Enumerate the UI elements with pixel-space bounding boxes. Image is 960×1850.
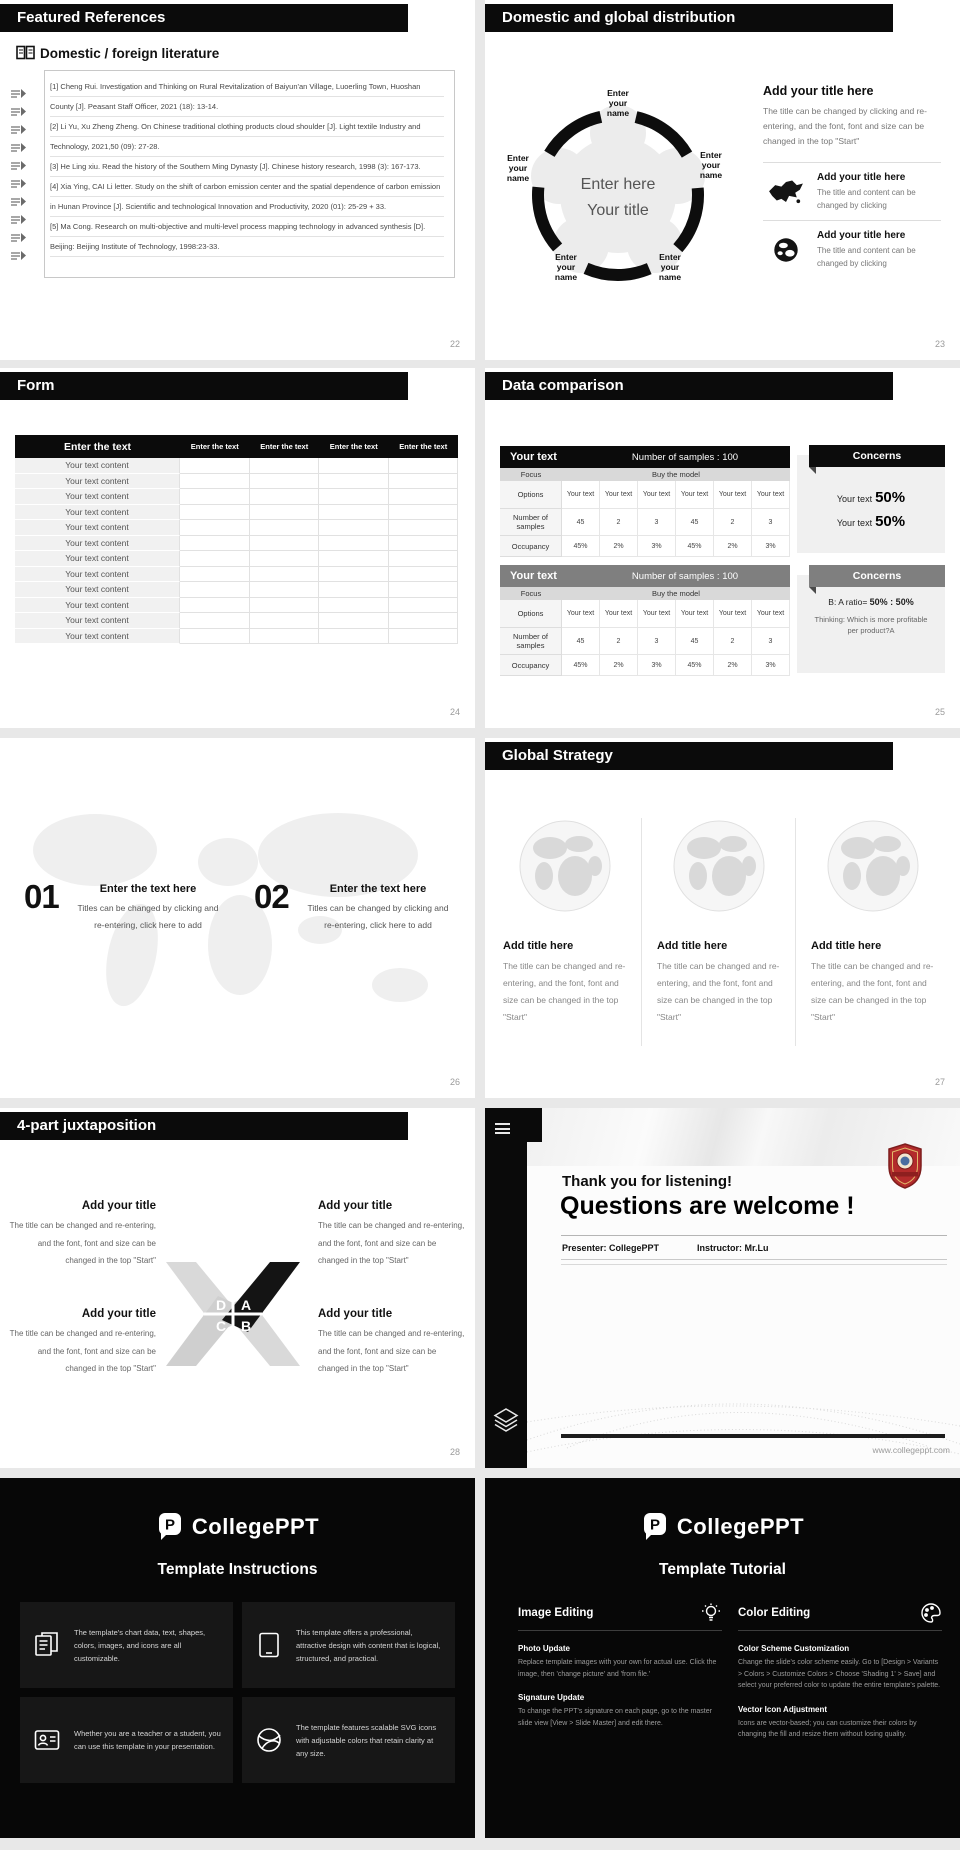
- point-number: 01: [24, 878, 59, 915]
- table-cell: 3%: [752, 536, 790, 557]
- document-icon: [10, 178, 27, 189]
- table-cell: 45%: [562, 655, 600, 676]
- table-cell: [180, 551, 250, 567]
- table-cell: [250, 536, 320, 552]
- table-cell: Your text: [562, 600, 600, 628]
- table-cell: Your text content: [15, 458, 180, 474]
- table-header-cell: Enter the text: [190, 442, 239, 451]
- china-map-icon: [763, 177, 809, 207]
- reference-item: [1] Cheng Rui. Investigation and Thinking on Rural Revitalization of Baiyun'an Village, Luoerling Town, Huoshan County [J]. Peasant Staff Officer, 2021 (18): 13-14.: [50, 77, 444, 117]
- concerns-panel-1: Your text 50% Your text 50% Concerns: [797, 445, 945, 553]
- document-icon: [10, 250, 27, 261]
- closing-line-2: Questions are welcome !: [560, 1192, 855, 1220]
- globe-icon: [671, 818, 767, 914]
- table-row: [15, 582, 458, 598]
- feature-box: The template features scalable SVG icons with adjustable colors that retain clarity at any size.: [242, 1697, 455, 1783]
- table-row: [15, 567, 458, 583]
- table-cell: Your text content: [15, 520, 180, 536]
- reference-list-box: [44, 70, 455, 278]
- table-cell: Your text: [600, 481, 638, 509]
- svg-text:A: A: [240, 1297, 252, 1313]
- diagram-node-label: Enter your name: [658, 252, 682, 282]
- table-cell: [250, 567, 320, 583]
- table-cell: [389, 629, 459, 645]
- table-cell: [250, 613, 320, 629]
- page-number: 24: [449, 707, 460, 717]
- table-header-cell: Enter the text: [63, 440, 132, 453]
- table-cell: 45: [676, 509, 714, 536]
- table-cell: [389, 598, 459, 614]
- wireframe-mesh-decoration: [527, 1348, 960, 1458]
- panel-title: Concerns: [809, 565, 945, 587]
- table-cell: [180, 520, 250, 536]
- table-cell: 3: [752, 509, 790, 536]
- reference-item: [2] Li Yu, Xu Zheng Zheng. On Chinese traditional clothing products cloud shoulder [J]. Light textile Industry and Technology, 2021,50 (09): 27-28.: [50, 117, 444, 157]
- table-header-cell: Enter the text: [399, 442, 448, 451]
- divider: [561, 1264, 947, 1265]
- table-header-cell: Enter the text: [329, 442, 378, 451]
- svg-text:P: P: [649, 1516, 660, 1534]
- slide-title-bar: Domestic and global distribution: [485, 4, 893, 32]
- table-cell: [250, 629, 320, 645]
- content-heading: Add your title here: [763, 84, 874, 98]
- table-cell: 45: [562, 509, 600, 536]
- table-row: [15, 551, 458, 567]
- table-cell: 3: [752, 628, 790, 655]
- table-cell: [389, 520, 459, 536]
- divider: [561, 1259, 947, 1260]
- closing-line-1: Thank you for listening!: [562, 1173, 733, 1190]
- table-row: [15, 505, 458, 521]
- table-title: Your text: [510, 570, 557, 582]
- comparison-table-1: Your text Number of samples : 100 Focus Buy the model Options Your text Your text Your text Your text Your text Your text Number of samples 45 2 3 45 2 3 Occupancy 45% 2% 3% 45% 2% 3%: [500, 446, 790, 557]
- table-cell: [250, 458, 320, 474]
- point-number: 02: [254, 878, 289, 915]
- table-cell: [250, 474, 320, 490]
- table-row: [15, 613, 458, 629]
- margin-icon-column: [10, 88, 27, 261]
- table-cell: Your text content: [15, 551, 180, 567]
- document-icon: [10, 214, 27, 225]
- table-cell: Your text: [562, 481, 600, 509]
- table-cell: [250, 505, 320, 521]
- table-cell: [250, 582, 320, 598]
- table-cell: 3%: [752, 655, 790, 676]
- table-cell: [319, 505, 389, 521]
- table-cell: Your text: [714, 600, 752, 628]
- footer-accent-bar: [561, 1434, 945, 1438]
- table-cell: [180, 489, 250, 505]
- table-cell: 2: [714, 509, 752, 536]
- table-cell: 3: [638, 628, 676, 655]
- list-item: Add your title here The title and content can be changed by clicking: [763, 220, 941, 278]
- reference-item: [3] He Ling xiu. Read the history of the Southern Ming Dynasty [J]. Chinese history research, 1998 (3): 167-173.: [50, 157, 444, 177]
- table-cell: Your text content: [15, 629, 180, 645]
- slide-global-business[interactable]: [0, 738, 475, 1098]
- slide-title-bar: Form: [0, 372, 408, 400]
- table-cell: Your text content: [15, 613, 180, 629]
- document-icon: [10, 142, 27, 153]
- table-cell: Your text content: [15, 505, 180, 521]
- table-cell: [180, 567, 250, 583]
- table-header-cell: Enter the text: [260, 442, 309, 451]
- table-row: [15, 520, 458, 536]
- table-cell: [180, 629, 250, 645]
- table-subtitle: Number of samples : 100: [631, 451, 739, 463]
- table-row: [15, 629, 458, 645]
- world-map-background: [0, 770, 475, 1098]
- dark-slide-title: Template Instructions: [157, 1561, 318, 1578]
- table-cell: [180, 536, 250, 552]
- concerns-panel-2: B: A ratio= 50% : 50% Thinking: Which is more profitable per product?A Concerns: [797, 565, 945, 673]
- slide-template-instructions[interactable]: [0, 1478, 475, 1838]
- table-cell: [319, 520, 389, 536]
- table-cell: Your text: [638, 481, 676, 509]
- diagram-node-label: Enter your name: [606, 88, 630, 118]
- table-cell: Your text: [676, 600, 714, 628]
- document-icon: [10, 196, 27, 207]
- table-cell: 2%: [600, 655, 638, 676]
- lightbulb-icon: [700, 1602, 722, 1624]
- page-number: 26: [449, 1077, 460, 1087]
- table-cell: Your text: [600, 600, 638, 628]
- feature-box: The template's chart data, text, shapes, colors, images, and icons are all customizable.: [20, 1602, 233, 1688]
- document-icon: [10, 88, 27, 99]
- tutorial-column-color-editing: Color Editing Color Scheme Customization Change the slide's color scheme easily. Go to [Design > Variants > Colors > Customize Colors > Choose 'Shading 1' > Save] and select your preferred color to update the entire template's palette. Vector Icon Adjustment Icons are vector-based; you can customize their colors by changing the fill and resize them without losing quality.: [738, 1602, 942, 1741]
- table-cell: [180, 458, 250, 474]
- table-cell: Your text: [638, 600, 676, 628]
- panel-title: Concerns: [809, 445, 945, 467]
- svg-text:B: B: [240, 1318, 252, 1334]
- table-cell: [389, 536, 459, 552]
- table-cell: [180, 505, 250, 521]
- svg-text:C: C: [215, 1318, 227, 1334]
- globe-icon: [825, 818, 921, 914]
- table-cell: [389, 567, 459, 583]
- table-cell: [319, 598, 389, 614]
- page-number: 28: [449, 1447, 460, 1457]
- table-cell: [319, 536, 389, 552]
- table-cell: [389, 551, 459, 567]
- slide-title-bar: Global Strategy: [485, 742, 893, 770]
- hamburger-icon: [495, 1123, 510, 1137]
- table-cell: [319, 489, 389, 505]
- presenter-label: Presenter: CollegePPT: [562, 1243, 660, 1253]
- table-cell: 45%: [562, 536, 600, 557]
- slide-featured-references[interactable]: [0, 0, 475, 360]
- table-cell: [319, 458, 389, 474]
- table-cell: 45: [562, 628, 600, 655]
- table-cell: [389, 458, 459, 474]
- table-cell: [389, 613, 459, 629]
- diagram-node-label: Enter your name: [554, 252, 578, 282]
- data-table: [15, 435, 458, 644]
- table-row: [15, 598, 458, 614]
- table-subtitle: Number of samples : 100: [631, 570, 739, 582]
- slide-title-bar: Data comparison: [485, 372, 893, 400]
- reference-item: [4] Xia Ying, CAI Li letter. Study on the shift of carbon emission center and the spatial dependence of carbon emission in Hunan Province [J]. Scientific and technological Innovation and Productivity, 2020 (01): 25-29 + 33.: [50, 177, 444, 217]
- slide-data-comparison[interactable]: [485, 368, 960, 728]
- x-ribbon-diagram: [160, 1258, 306, 1370]
- table-cell: [180, 474, 250, 490]
- table-cell: 45%: [676, 536, 714, 557]
- table-cell: [319, 567, 389, 583]
- table-row: [15, 489, 458, 505]
- slide-closing[interactable]: [485, 1108, 960, 1468]
- slide-global-strategy[interactable]: [485, 738, 960, 1098]
- comparison-table-2: Your text Number of samples : 100 Focus Buy the model Options Your text Your text Your text Your text Your text Your text Number of samples 45 2 3 45 2 3 Occupancy 45% 2% 3% 45% 2% 3%: [500, 565, 790, 676]
- divider: [561, 1235, 947, 1236]
- reference-item: [5] Ma Cong. Research on multi-objective and multi-level process mapping technology in advanced synthesis [D]. Beijing: Beijing Institute of Technology, 1998:23-33.: [50, 217, 444, 257]
- table-cell: [389, 505, 459, 521]
- person-card-icon: [20, 1726, 74, 1754]
- feature-box: Whether you are a teacher or a student, you can use this template in your presentation.: [20, 1697, 233, 1783]
- slide-template-tutorial[interactable]: [485, 1478, 960, 1838]
- globe-icon: [517, 818, 613, 914]
- numbered-point: 01 Enter the text here Titles can be changed by clicking and re-entering, click here to add: [24, 878, 219, 930]
- diagram-node-label: Enter your name: [699, 150, 723, 180]
- slide-juxtaposition[interactable]: [0, 1108, 475, 1468]
- tutorial-column-image-editing: Image Editing Photo Update Replace template images with your own for actual use. Click the image, then 'change picture' and 'from file.' Signature Update To change the PPT's signature on each page, go to the master slide view [View > Slide Master] and edit there.: [518, 1602, 722, 1729]
- table-cell: [319, 582, 389, 598]
- table-cell: Your text: [676, 481, 714, 509]
- feature-box: This template offers a professional, attractive design with content that is logical, structured, and practical.: [242, 1602, 455, 1688]
- layers-icon: [492, 1406, 520, 1434]
- table-cell: 2: [600, 509, 638, 536]
- slide-distribution[interactable]: [485, 0, 960, 360]
- table-cell: Your text content: [15, 567, 180, 583]
- table-cell: [250, 551, 320, 567]
- table-cell: 2: [714, 628, 752, 655]
- content-block: Add your title The title can be changed and re-entering, and the font, font and size can be changed in the top "Start": [9, 1200, 156, 1265]
- table-cell: 3%: [638, 655, 676, 676]
- table-cell: 45%: [676, 655, 714, 676]
- page-number: 22: [449, 339, 460, 349]
- table-cell: [250, 520, 320, 536]
- diagram-center-title: Enter here Your title: [580, 176, 656, 219]
- table-cell: Your text content: [15, 582, 180, 598]
- table-cell: Your text content: [15, 536, 180, 552]
- table-cell: Your text: [752, 481, 790, 509]
- slide-title-bar: 4-part juxtaposition: [0, 1112, 408, 1140]
- diagram-node-label: Enter your name: [506, 153, 530, 183]
- document-icon: [10, 124, 27, 135]
- list-item: Add your title here The title and content can be changed by clicking: [763, 162, 941, 220]
- collegeppt-logo-icon: [641, 1512, 668, 1541]
- table-cell: [389, 489, 459, 505]
- document-icon: [10, 232, 27, 243]
- brand-name: CollegePPT: [676, 1513, 805, 1539]
- section-heading: Domestic / foreign literature: [40, 46, 220, 61]
- table-cell: [180, 598, 250, 614]
- page-number: 25: [934, 707, 945, 717]
- table-cell: [319, 613, 389, 629]
- strategy-column: Add title here The title can be changed and re-entering, and the font, font and size can be changed in the top "Start": [503, 818, 627, 1026]
- document-icon: [10, 106, 27, 117]
- table-cell: [389, 582, 459, 598]
- palette-icon: [920, 1602, 942, 1624]
- table-cell: 45: [676, 628, 714, 655]
- document-icon: [10, 160, 27, 171]
- table-cell: [250, 598, 320, 614]
- svg-text:P: P: [164, 1516, 175, 1534]
- pages-icon: [20, 1631, 74, 1659]
- page-number: 23: [934, 339, 945, 349]
- table-cell: Your text content: [15, 598, 180, 614]
- column-divider: [795, 818, 796, 1046]
- table-cell: [180, 613, 250, 629]
- instructor-label: Instructor: Mr.Lu: [697, 1243, 769, 1253]
- table-cell: [319, 474, 389, 490]
- table-cell: Your text: [752, 600, 790, 628]
- strategy-column: Add title here The title can be changed and re-entering, and the font, font and size can be changed in the top "Start": [657, 818, 781, 1026]
- table-cell: [319, 551, 389, 567]
- dark-slide-title: Template Tutorial: [659, 1561, 786, 1578]
- brand-name: CollegePPT: [191, 1513, 320, 1539]
- table-cell: Your text: [714, 481, 752, 509]
- table-cell: [250, 489, 320, 505]
- table-cell: [389, 474, 459, 490]
- vector-ball-icon: [242, 1726, 296, 1754]
- svg-text:D: D: [215, 1297, 227, 1313]
- table-title: Your text: [510, 451, 557, 463]
- table-cell: 2%: [714, 655, 752, 676]
- table-cell: [180, 582, 250, 598]
- content-block: Add your title The title can be changed and re-entering, and the font, font and size can be changed in the top "Start": [318, 1200, 465, 1265]
- table-cell: 2%: [714, 536, 752, 557]
- slide-title-bar: Featured References: [0, 4, 408, 32]
- globe-icon: [763, 237, 809, 263]
- table-cell: 2: [600, 628, 638, 655]
- table-row: [15, 474, 458, 490]
- column-divider: [641, 818, 642, 1046]
- content-block: Add your title The title can be changed and re-entering, and the font, font and size can be changed in the top "Start": [9, 1308, 156, 1373]
- content-block: Add your title The title can be changed and re-entering, and the font, font and size can be changed in the top "Start": [318, 1308, 465, 1373]
- university-crest-logo: [885, 1142, 925, 1190]
- collegeppt-logo-icon: [156, 1512, 183, 1541]
- table-row: [15, 458, 458, 474]
- numbered-point: 02 Enter the text here Titles can be changed by clicking and re-entering, click here to add: [254, 878, 449, 930]
- table-cell: 2%: [600, 536, 638, 557]
- content-body: The title can be changed by clicking and re-entering, and the font, font and size can be changed in the top "Start": [763, 106, 927, 146]
- table-cell: Your text content: [15, 474, 180, 490]
- table-header-row: [15, 435, 458, 458]
- strategy-column: Add title here The title can be changed and re-entering, and the font, font and size can be changed in the top "Start": [811, 818, 935, 1026]
- table-cell: Your text content: [15, 489, 180, 505]
- website-link[interactable]: www.collegeppt.com: [872, 1445, 950, 1455]
- open-book-icon: [16, 45, 35, 65]
- page-number: 27: [934, 1077, 945, 1087]
- slide-form[interactable]: [0, 368, 475, 728]
- table-cell: 3: [638, 509, 676, 536]
- table-cell: [319, 629, 389, 645]
- table-row: [15, 536, 458, 552]
- table-cell: 3%: [638, 536, 676, 557]
- tablet-icon: [242, 1631, 296, 1659]
